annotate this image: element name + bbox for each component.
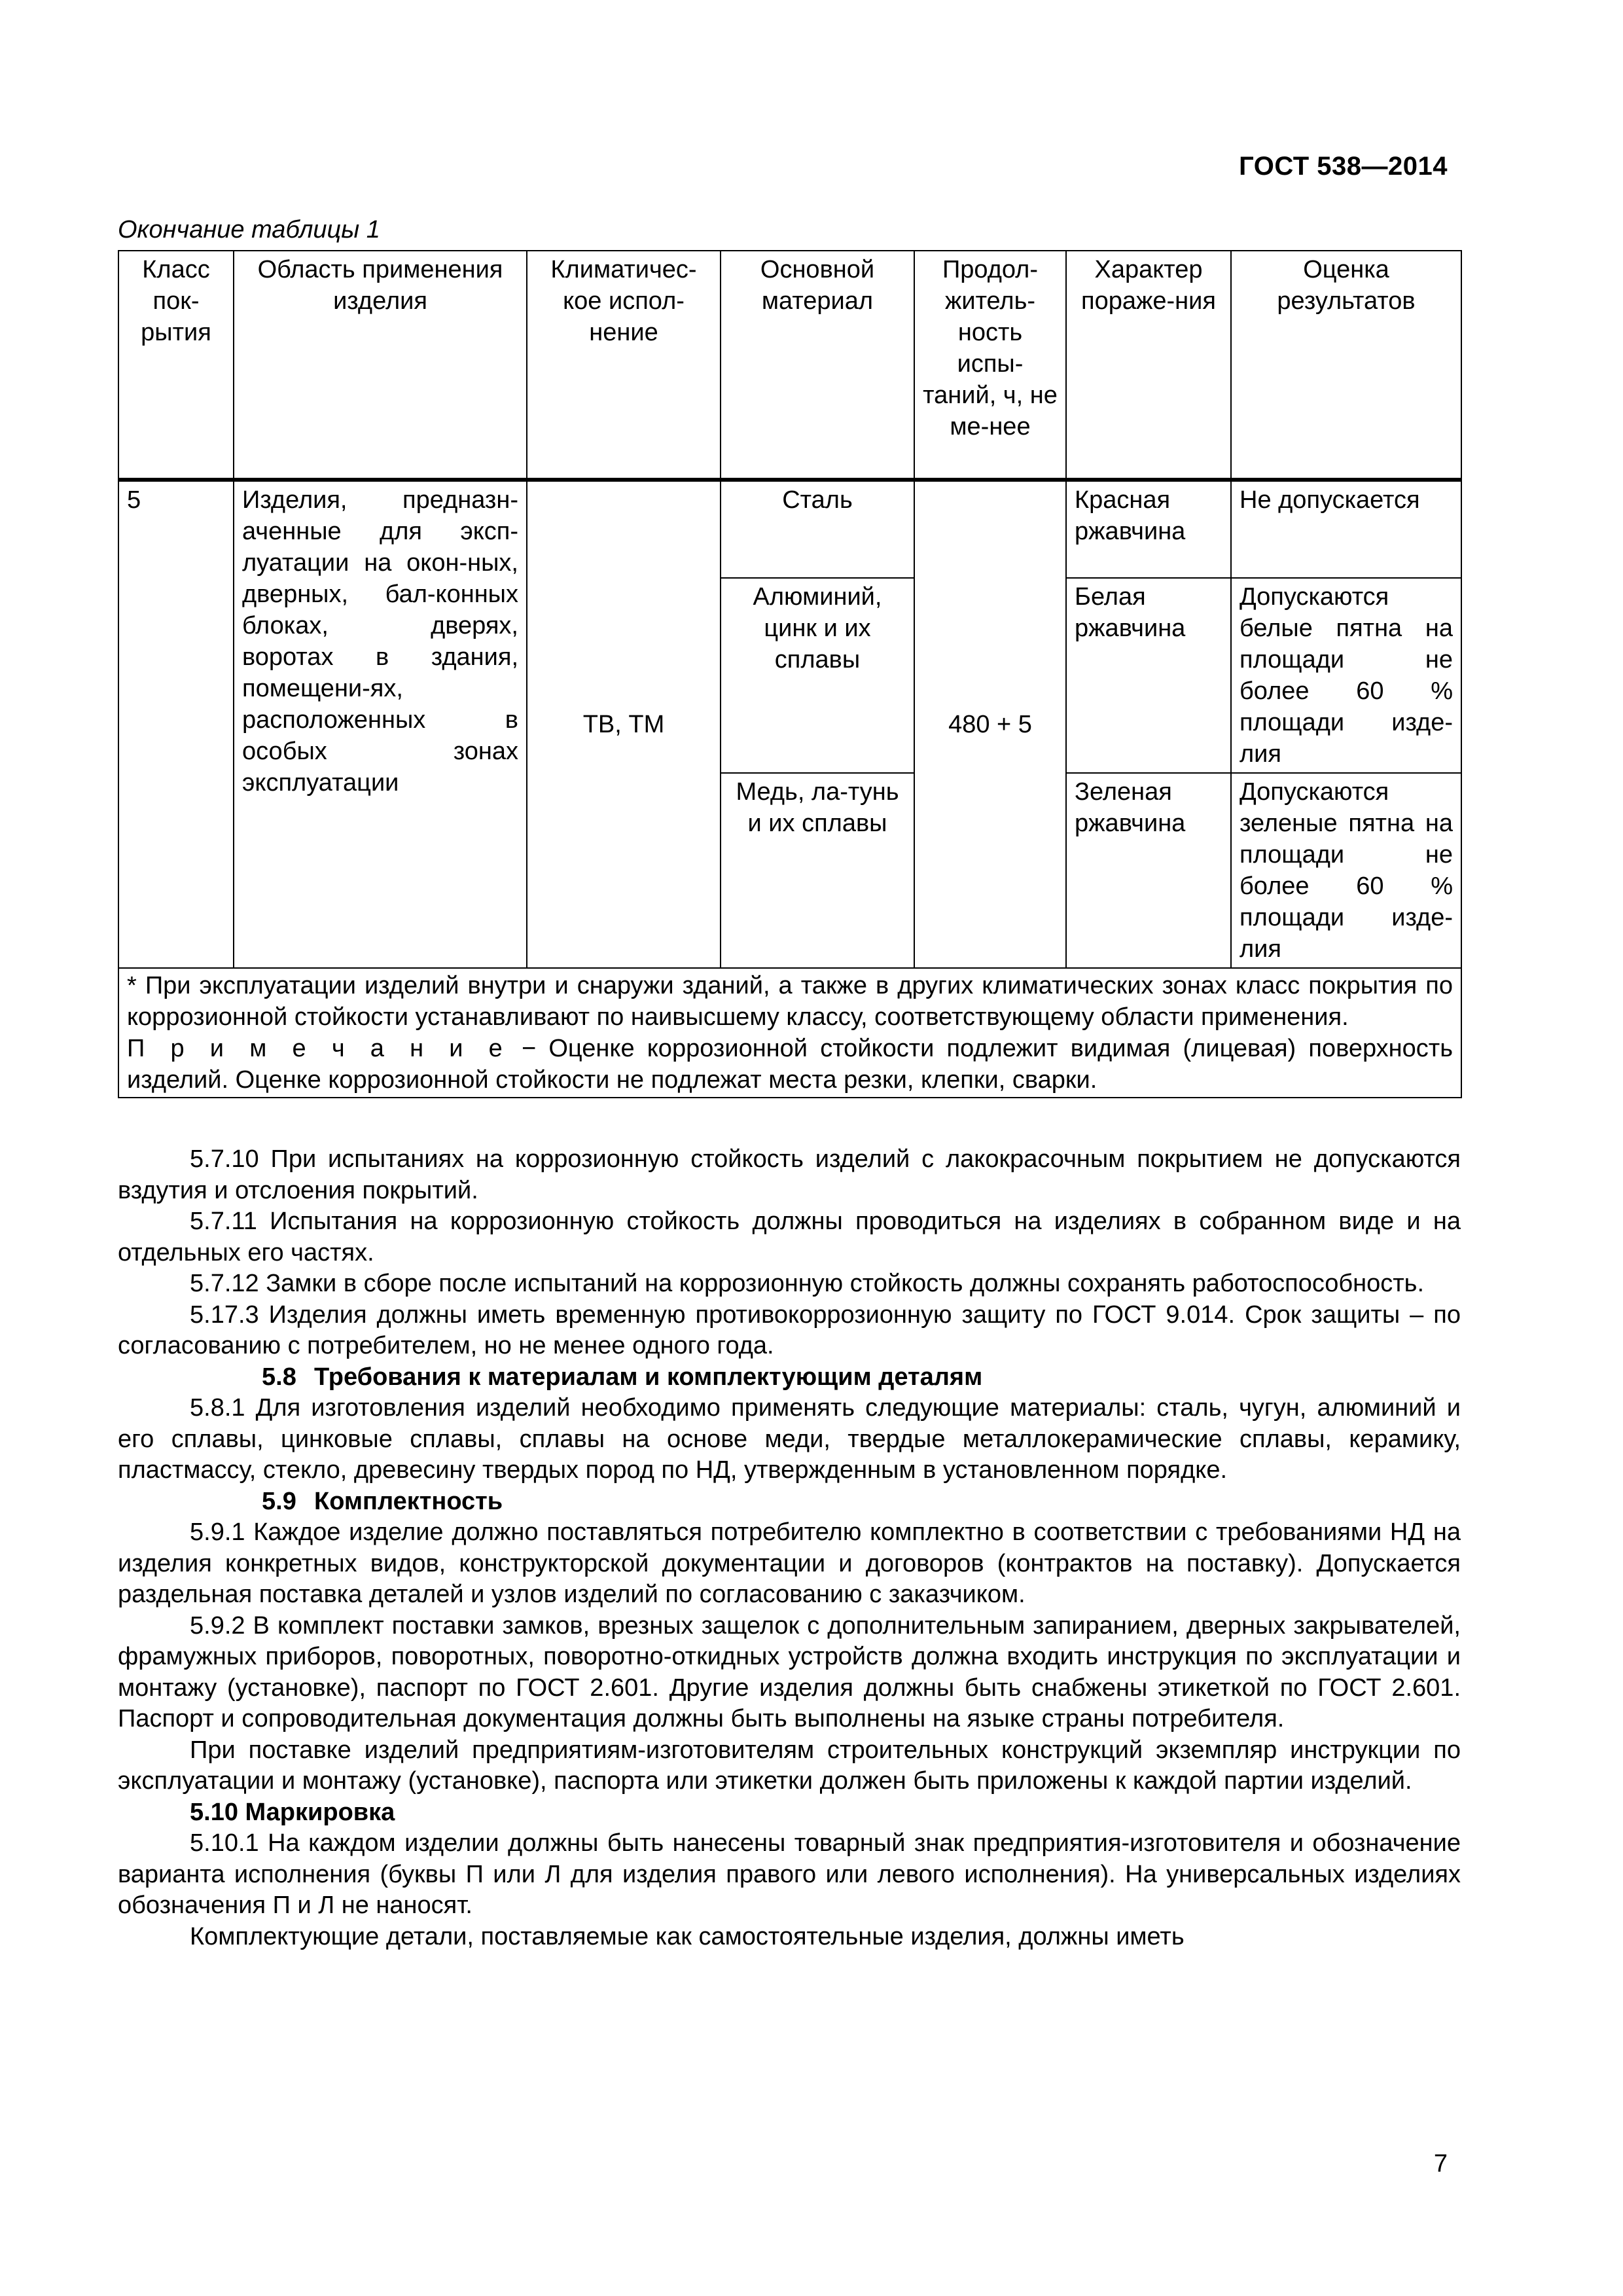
heading-number: 5.9: [262, 1487, 296, 1515]
paragraph-5-7-10: 5.7.10 При испытаниях на коррозионную стойкость изделий с лакокрасочным покрытием не допускаются вздутия и отслоения покрытий.: [118, 1145, 1461, 1204]
col-header-material: Основной материал: [721, 251, 914, 480]
cell-result: Допускаются белые пятна на площади не более 60 % площади изде-лия: [1231, 578, 1461, 773]
table-note: [127, 1033, 1453, 1096]
table-row: [118, 480, 1461, 578]
note-label: П р и м е ч а н и е: [127, 1035, 509, 1062]
cell-material: Алюминий, цинк и их сплавы: [721, 578, 914, 773]
paragraph-5-9-2: 5.9.2 В комплект поставки замков, врезных защелок с дополнительным запиранием, дверных закрывателей, фрамужных приборов, поворотных, поворотно-откидных устройств должна входить инструкция по эксплуатации и монтажу (установке), паспорт по ГОСТ 2.601. Другие изделия должны быть снабжены этикеткой по ГОСТ 2.601. Паспорт и сопроводительная документация должны быть выполнены на языке страны потребителя.: [118, 1611, 1461, 1732]
table-caption: Окончание таблицы 1: [118, 216, 380, 243]
table-footnote-row: [118, 968, 1461, 1098]
col-header-damage: Характер пораже-ния: [1066, 251, 1231, 480]
section-heading-5-10: 5.10 Маркировка: [190, 1798, 395, 1826]
cell-result: Не допускается: [1231, 480, 1461, 578]
cell-damage: Зеленая ржавчина: [1066, 773, 1231, 968]
cell-result: Допускаются зеленые пятна на площади не более 60 % площади изде-лия: [1231, 773, 1461, 968]
cell-material: Медь, ла-тунь и их сплавы: [721, 773, 914, 968]
cell-area: Изделия, предназн-аченные для эксп-луатации на окон-ных, дверных, бал-конных блоках, дверях, воротах в здания, помещени-ях, расположенных в особых зонах эксплуатации: [234, 480, 527, 968]
section-heading-5-8: [118, 1362, 1461, 1393]
note-text: − Оценке коррозионной стойкости подлежит видимая (лицевая) поверхность изделий. Оценке коррозионной стойкости не подлежат места резки, клепки, сварки.: [127, 1035, 1453, 1094]
paragraph-5-8-1: 5.8.1 Для изготовления изделий необходимо применять следующие материалы: сталь, чугун, алюминий и его сплавы, цинковые сплавы, сплавы на основе меди, твердые металлокерамические сплавы, керамику, пластмассу, стекло, древесину твердых пород по НД, утвержденным в установленном порядке.: [118, 1394, 1461, 1484]
cell-duration: 480 + 5: [914, 480, 1066, 968]
heading-title: Комплектность: [314, 1487, 503, 1515]
table-footnote-cell: [118, 968, 1461, 1098]
paragraph-5-17-3: 5.17.3 Изделия должны иметь временную противокоррозионную защиту по ГОСТ 9.014. Срок защиты – по согласованию с потребителем, но не менее одного года.: [118, 1300, 1461, 1359]
col-header-class: Класс пок-рытия: [118, 251, 234, 480]
body-text: [118, 1144, 1461, 1952]
paragraph-components: Комплектующие детали, поставляемые как самостоятельные изделия, должны иметь: [190, 1922, 1185, 1950]
cell-material: Сталь: [721, 480, 914, 578]
paragraph-supply: При поставке изделий предприятиям-изготовителям строительных конструкций экземпляр инструкции по эксплуатации и монтажу (установке), паспорта или этикетки должен быть приложены к каждой партии изделий.: [118, 1736, 1461, 1795]
corrosion-table: [118, 250, 1462, 1098]
paragraph-5-7-11: 5.7.11 Испытания на коррозионную стойкость должны проводиться на изделиях в собранном виде и на отдельных его частях.: [118, 1208, 1461, 1266]
document-id-header: ГОСТ 538—2014: [1239, 152, 1448, 181]
paragraph-5-9-1: 5.9.1 Каждое изделие должно поставляться потребителю комплектно в соответствии с требованиями НД на изделия конкретных видов, конструкторской документации и договоров (контрактов на поставку). Допускается раздельная поставка деталей и узлов изделий по согласованию с заказчиком.: [118, 1518, 1461, 1608]
paragraph-5-7-12: 5.7.12 Замки в сборе после испытаний на коррозионную стойкость должны сохранять работоспособность.: [190, 1270, 1425, 1297]
page-number: 7: [1433, 2150, 1448, 2178]
paragraph-5-10-1: 5.10.1 На каждом изделии должны быть нанесены товарный знак предприятия-изготовителя и обозначение варианта исполнения (буквы П или Л для изделия правого или левого исполнения). На универсальных изделиях обозначения П и Л не наносят.: [118, 1829, 1461, 1919]
col-header-result: Оценка результатов: [1231, 251, 1461, 480]
table-footnote: * При эксплуатации изделий внутри и снаружи зданий, а также в других климатических зонах класс покрытия по коррозионной стойкости устанавливают по наивысшему классу, соответствующему области применения.: [127, 972, 1453, 1031]
cell-damage: Белая ржавчина: [1066, 578, 1231, 773]
cell-climate: ТВ, ТМ: [527, 480, 721, 968]
col-header-duration: Продол-житель-ность испы-таний, ч, не ме-нее: [914, 251, 1066, 480]
table-header-row: [118, 251, 1461, 480]
col-header-climate: Климатичес-кое испол-нение: [527, 251, 721, 480]
section-heading-5-9: [118, 1486, 1461, 1518]
cell-class: 5: [118, 480, 234, 968]
heading-number: 5.8: [262, 1363, 296, 1391]
heading-title: Требования к материалам и комплектующим деталям: [314, 1363, 983, 1391]
cell-damage: Красная ржавчина: [1066, 480, 1231, 578]
col-header-area: Область применения изделия: [234, 251, 527, 480]
